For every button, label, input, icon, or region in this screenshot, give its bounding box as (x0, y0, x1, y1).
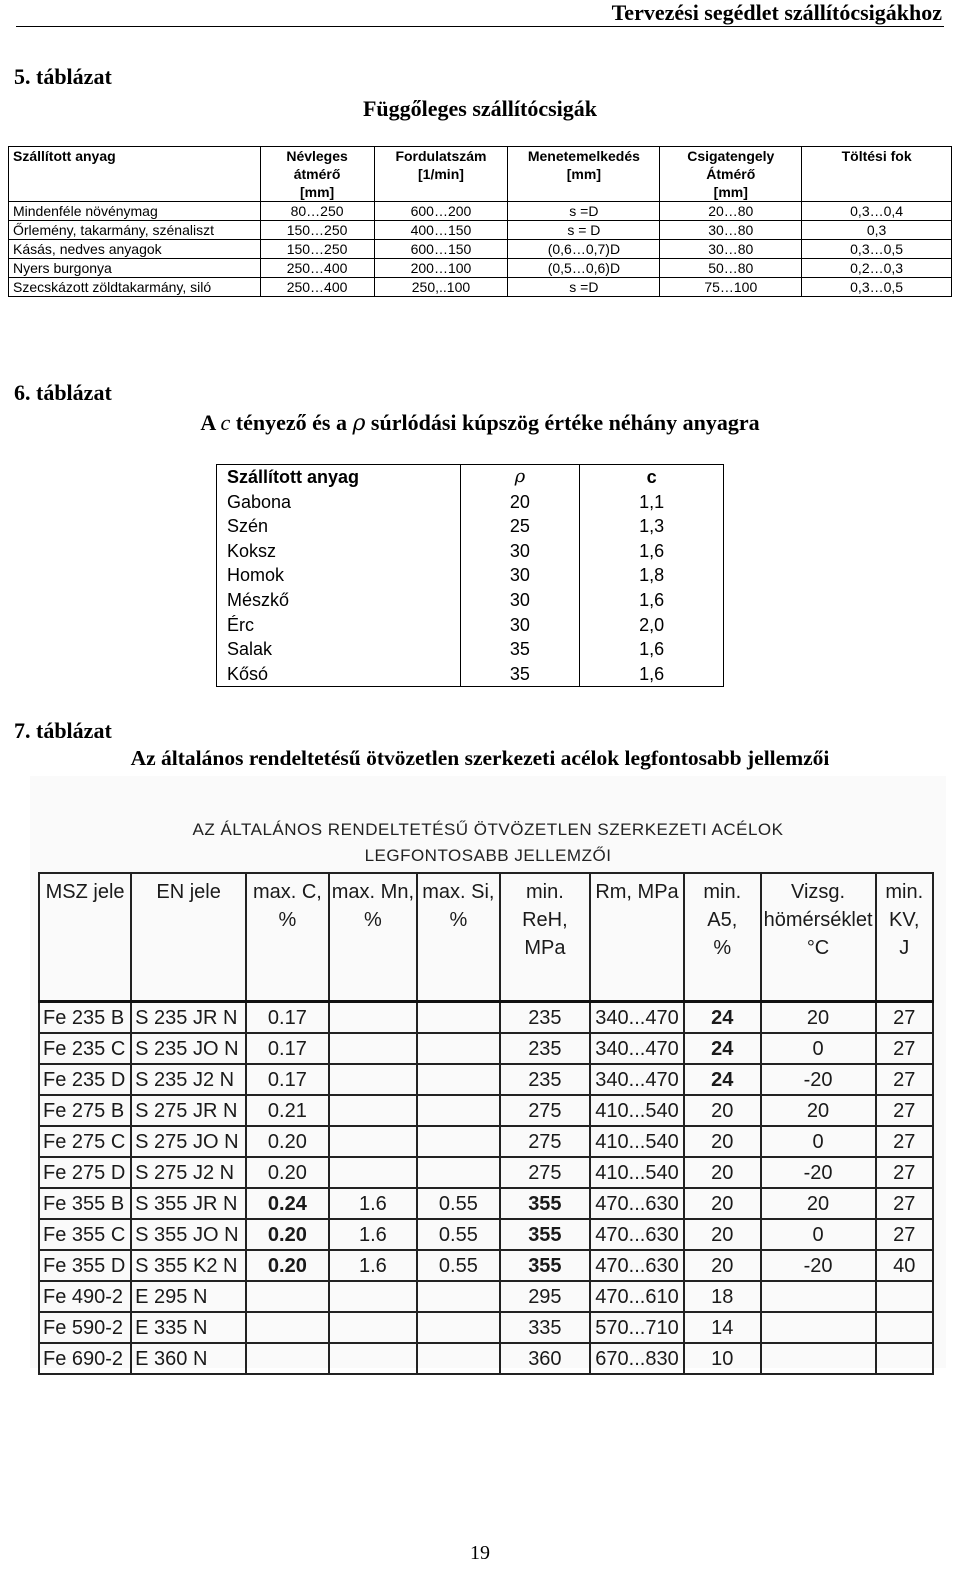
table-cell: 1,8 (580, 563, 724, 588)
table-cell: 40 (876, 1250, 933, 1281)
table-cell (246, 1281, 329, 1312)
table-cell: 250…400 (260, 278, 374, 297)
table-cell (761, 1281, 876, 1312)
table-cell: 0.20 (246, 1157, 329, 1188)
table-row (9, 278, 952, 297)
table-cell: 1,3 (580, 514, 724, 539)
table-cell: Fe 690-2 (39, 1343, 131, 1374)
table-cell: 275 (500, 1157, 590, 1188)
table-cell: 1.6 (329, 1219, 417, 1250)
table-cell: 1,1 (580, 490, 724, 515)
table-cell: Homok (217, 563, 461, 588)
table-cell: Fe 355 B (39, 1188, 131, 1219)
table-cell: 470...630 (590, 1188, 684, 1219)
table-row (217, 514, 724, 539)
table-cell: 20 (761, 1002, 876, 1034)
table-cell: 355 (500, 1188, 590, 1219)
table-cell (246, 1312, 329, 1343)
table-cell: Szecskázott zöldtakarmány, siló (9, 278, 261, 297)
table-cell: 27 (876, 1188, 933, 1219)
table-cell: 27 (876, 1033, 933, 1064)
table-cell: 250,..100 (374, 278, 508, 297)
col-header-line: °C (806, 937, 830, 959)
table-cell: 24 (684, 1064, 761, 1095)
table-cell: 235 (500, 1064, 590, 1095)
title-part: súrlódási kúpszög értéke néhány anyagra (365, 410, 760, 435)
table-cell: S 235 JO N (131, 1033, 246, 1064)
table-cell: s = D (508, 221, 660, 240)
table-row (39, 1095, 933, 1126)
table5 (8, 146, 952, 297)
col-header-line: [1/min] (418, 166, 464, 182)
table5-title: Függőleges szállítócsigák (362, 96, 598, 121)
table-cell: S 235 J2 N (131, 1064, 246, 1095)
table-cell: 1,6 (580, 539, 724, 564)
table-row (39, 1219, 933, 1250)
col-header-line: max. Mn, (331, 881, 415, 903)
table-cell: 0.17 (246, 1064, 329, 1095)
col-header-line: max. Si, (422, 881, 495, 903)
title-rho-symbol: ρ (352, 411, 366, 436)
table-cell (417, 1312, 500, 1343)
scan-title-line2: LEGFONTOSABB JELLEMZŐI (364, 846, 612, 865)
table-cell: 0.24 (246, 1188, 329, 1219)
table-cell (876, 1343, 933, 1374)
col-header (329, 873, 417, 1002)
table7 (38, 872, 934, 1375)
scan-title-line1: AZ ÁLTALÁNOS RENDELTETÉSŰ ÖTVÖZETLEN SZERKEZETI ACÉLOK (192, 820, 784, 839)
table-cell: 0.20 (246, 1219, 329, 1250)
col-header-line: min. (885, 881, 924, 903)
table-cell: Fe 275 D (39, 1157, 131, 1188)
col-header (508, 147, 660, 202)
table-cell: 355 (500, 1219, 590, 1250)
table-cell (329, 1157, 417, 1188)
table-cell (329, 1343, 417, 1374)
col-header-line: Menetemelkedés (527, 148, 640, 164)
table-cell: 10 (684, 1343, 761, 1374)
table-cell: 360 (500, 1343, 590, 1374)
col-header-line: MPa (524, 937, 566, 959)
col-header-line: [mm] (566, 166, 601, 182)
table-cell: Kősó (217, 662, 461, 687)
table-row (39, 1312, 933, 1343)
table7-title: Az általános rendeltetésű ötvözetlen szerkezeti acélok legfontosabb jellemzői (130, 746, 830, 770)
table-cell: 27 (876, 1157, 933, 1188)
table-cell (761, 1312, 876, 1343)
table-cell: 20 (684, 1219, 761, 1250)
col-header-line: KV, (889, 909, 920, 931)
table7-header-row (39, 873, 933, 1002)
table-cell (417, 1002, 500, 1034)
col-header-line: % (449, 909, 468, 931)
table6-label: 6. táblázat (14, 380, 112, 405)
table-cell: 235 (500, 1002, 590, 1034)
table-cell: S 275 JO N (131, 1126, 246, 1157)
col-header-rho: ρ (460, 465, 580, 490)
table-cell: 20 (761, 1095, 876, 1126)
table-cell: 50…80 (660, 259, 802, 278)
table-cell: 470...610 (590, 1281, 684, 1312)
col-header-line: [mm] (713, 184, 748, 200)
table-cell: 27 (876, 1219, 933, 1250)
table-cell: 0,3 (802, 221, 952, 240)
table-cell: 275 (500, 1095, 590, 1126)
table-cell (417, 1095, 500, 1126)
table-cell: 20 (684, 1157, 761, 1188)
table-cell: 27 (876, 1064, 933, 1095)
table-cell: 0.20 (246, 1250, 329, 1281)
table-cell: -20 (761, 1064, 876, 1095)
table-cell: 0,2…0,3 (802, 259, 952, 278)
table-cell: 0.55 (417, 1188, 500, 1219)
col-header-line: J (899, 937, 910, 959)
table-row (9, 259, 952, 278)
table-cell: 20 (460, 490, 580, 515)
col-header-line: Rm, MPa (595, 881, 679, 903)
table-cell: (0,5…0,6)D (508, 259, 660, 278)
table-cell: 0.17 (246, 1002, 329, 1034)
table-cell: 1.6 (329, 1250, 417, 1281)
table-cell: 20 (684, 1188, 761, 1219)
col-header (590, 873, 684, 1002)
table-cell: 670...830 (590, 1343, 684, 1374)
table-row (39, 1064, 933, 1095)
col-header-line: % (363, 909, 382, 931)
table-cell: Érc (217, 613, 461, 638)
table-cell: 25 (460, 514, 580, 539)
table-cell (329, 1002, 417, 1034)
table-cell: 0.55 (417, 1219, 500, 1250)
col-header-line: min. ReH, (522, 881, 568, 931)
table-cell: S 275 J2 N (131, 1157, 246, 1188)
table-cell: Gabona (217, 490, 461, 515)
col-header (260, 147, 374, 202)
table7-label: 7. táblázat (14, 718, 112, 743)
table-cell: 200…100 (374, 259, 508, 278)
table-cell: 600…150 (374, 240, 508, 259)
table-cell: (0,6…0,7)D (508, 240, 660, 259)
table-cell: 340...470 (590, 1064, 684, 1095)
col-header (802, 147, 952, 202)
table-row (39, 1157, 933, 1188)
col-header (684, 873, 761, 1002)
table-cell: 250…400 (260, 259, 374, 278)
table-row (9, 202, 952, 221)
table-cell: 150…250 (260, 240, 374, 259)
table-row (39, 1343, 933, 1374)
table-cell: Mészkő (217, 588, 461, 613)
table6 (216, 464, 724, 687)
col-header (9, 147, 261, 202)
col-header-material: Szállított anyag (217, 465, 461, 490)
table-cell: 27 (876, 1002, 933, 1034)
table-cell: 20 (684, 1126, 761, 1157)
table-cell: 340...470 (590, 1033, 684, 1064)
table-cell (329, 1064, 417, 1095)
col-header-line: Átmérő (706, 166, 756, 182)
title-part: A (200, 410, 221, 435)
table-cell: 24 (684, 1002, 761, 1034)
table-cell: 295 (500, 1281, 590, 1312)
table-row (217, 662, 724, 687)
table-cell: 30 (460, 539, 580, 564)
table-cell: 0,3…0,4 (802, 202, 952, 221)
table-cell: Mindenféle növénymag (9, 202, 261, 221)
table-cell: 35 (460, 662, 580, 687)
table-row (39, 1188, 933, 1219)
col-header-line: Vizsg. (790, 881, 846, 903)
col-header (876, 873, 933, 1002)
table-cell: 30 (460, 613, 580, 638)
table-cell: 20 (684, 1095, 761, 1126)
table-row (217, 563, 724, 588)
table-cell (329, 1033, 417, 1064)
table-cell: Fe 275 C (39, 1126, 131, 1157)
table-cell: 1,6 (580, 637, 724, 662)
table-cell: 410...540 (590, 1126, 684, 1157)
title-c-symbol: c (220, 410, 231, 435)
table-cell: 0.20 (246, 1126, 329, 1157)
table-cell: 35 (460, 637, 580, 662)
table-row (9, 221, 952, 240)
table-cell: 600…200 (374, 202, 508, 221)
col-header (39, 873, 131, 1002)
table-cell: S 275 JR N (131, 1095, 246, 1126)
table-cell: 410...540 (590, 1157, 684, 1188)
col-header-line: Töltési fok (841, 148, 912, 164)
table-cell: Fe 235 D (39, 1064, 131, 1095)
table-cell: E 335 N (131, 1312, 246, 1343)
table-cell: 0.17 (246, 1033, 329, 1064)
table-cell: -20 (761, 1250, 876, 1281)
table-cell: 150…250 (260, 221, 374, 240)
col-header (660, 147, 802, 202)
table-row (217, 588, 724, 613)
table-cell: 340...470 (590, 1002, 684, 1034)
table-cell: S 355 JR N (131, 1188, 246, 1219)
table5-header-row (9, 147, 952, 202)
table-cell: 14 (684, 1312, 761, 1343)
table-cell: 0 (761, 1126, 876, 1157)
table-cell (761, 1343, 876, 1374)
table-cell: Fe 355 C (39, 1219, 131, 1250)
table-cell (329, 1281, 417, 1312)
table-cell (876, 1281, 933, 1312)
table-row (217, 613, 724, 638)
table-cell: 75…100 (660, 278, 802, 297)
table-cell: 1,6 (580, 662, 724, 687)
table6-header-row (217, 465, 724, 490)
table-cell (417, 1126, 500, 1157)
table5-label: 5. táblázat (14, 64, 112, 89)
col-header-line: MSZ jele (45, 881, 125, 903)
table-cell: 235 (500, 1033, 590, 1064)
col-header (131, 873, 246, 1002)
table-cell: 355 (500, 1250, 590, 1281)
table-cell: 27 (876, 1095, 933, 1126)
table-cell: 1,6 (580, 588, 724, 613)
table-cell (417, 1343, 500, 1374)
table-cell: 470...630 (590, 1250, 684, 1281)
col-header (417, 873, 500, 1002)
table-row (39, 1126, 933, 1157)
table-cell: 2,0 (580, 613, 724, 638)
page-number: 19 (470, 1542, 490, 1564)
table-cell: 0,3…0,5 (802, 278, 952, 297)
col-header-line: Csigatengely (687, 148, 775, 164)
col-header-line: min. A5, (703, 881, 742, 931)
table-cell: Fe 355 D (39, 1250, 131, 1281)
col-header-line: max. C, (252, 881, 322, 903)
table-cell: 0.55 (417, 1250, 500, 1281)
table-row (39, 1033, 933, 1064)
table-cell (417, 1281, 500, 1312)
col-header-line: [mm] (299, 184, 335, 200)
table-cell (417, 1157, 500, 1188)
table-cell: E 295 N (131, 1281, 246, 1312)
table-cell: 570...710 (590, 1312, 684, 1343)
table-cell: Fe 490-2 (39, 1281, 131, 1312)
table-cell (417, 1064, 500, 1095)
col-header (761, 873, 876, 1002)
table-cell: 30 (460, 588, 580, 613)
table-cell: 30…80 (660, 221, 802, 240)
table-cell (246, 1343, 329, 1374)
table-cell: Fe 275 B (39, 1095, 131, 1126)
table-cell: 24 (684, 1033, 761, 1064)
table-cell: S 355 K2 N (131, 1250, 246, 1281)
table-cell: Nyers burgonya (9, 259, 261, 278)
table-cell: 275 (500, 1126, 590, 1157)
col-header-line: Szállított anyag (13, 148, 116, 164)
table-cell: s =D (508, 202, 660, 221)
table-row (217, 539, 724, 564)
col-header-line: EN jele (156, 881, 221, 903)
table-row (217, 490, 724, 515)
table-row (9, 240, 952, 259)
table-cell: 335 (500, 1312, 590, 1343)
table-cell: S 355 JO N (131, 1219, 246, 1250)
table-row (39, 1281, 933, 1312)
table-cell: 80…250 (260, 202, 374, 221)
table-cell: 470...630 (590, 1219, 684, 1250)
table-cell (329, 1126, 417, 1157)
table-cell (417, 1033, 500, 1064)
table-cell: Fe 235 B (39, 1002, 131, 1034)
table-cell: s =D (508, 278, 660, 297)
table-cell (876, 1312, 933, 1343)
col-header (500, 873, 590, 1002)
table-cell: 20 (761, 1188, 876, 1219)
col-header (246, 873, 329, 1002)
table6-title (0, 410, 960, 436)
scanned-table-image (30, 776, 946, 1368)
col-header-line: Fordulatszám (395, 148, 487, 164)
table-row (39, 1002, 933, 1034)
table-cell: 30 (460, 563, 580, 588)
running-header: Tervezési segédlet szállítócsigákhoz (611, 0, 942, 25)
table-cell: Őrlemény, takarmány, szénaliszt (9, 221, 261, 240)
table-row (217, 637, 724, 662)
table-cell: 1.6 (329, 1188, 417, 1219)
col-header-c: c (580, 465, 724, 490)
col-header-line: % (713, 937, 732, 959)
table-cell: E 360 N (131, 1343, 246, 1374)
title-part: tényező és a (230, 410, 353, 435)
table-cell: 20…80 (660, 202, 802, 221)
table-cell: 0 (761, 1033, 876, 1064)
col-header (374, 147, 508, 202)
table-cell: 18 (684, 1281, 761, 1312)
col-header-line: hömérséklet (763, 909, 873, 931)
table-cell: -20 (761, 1157, 876, 1188)
table-cell (329, 1095, 417, 1126)
header-rule (16, 26, 944, 27)
table-cell: Kásás, nedves anyagok (9, 240, 261, 259)
table-cell: 0 (761, 1219, 876, 1250)
table-cell: Fe 590-2 (39, 1312, 131, 1343)
table-cell: S 235 JR N (131, 1002, 246, 1034)
table-row (39, 1250, 933, 1281)
table-cell: 20 (684, 1250, 761, 1281)
table-cell: Fe 235 C (39, 1033, 131, 1064)
table-cell: Koksz (217, 539, 461, 564)
table-cell: 0,3…0,5 (802, 240, 952, 259)
table-cell: 0.21 (246, 1095, 329, 1126)
table-cell: 27 (876, 1126, 933, 1157)
table-cell (329, 1312, 417, 1343)
col-header-line: átmérő (293, 166, 341, 182)
table-cell: Salak (217, 637, 461, 662)
table-cell: 400…150 (374, 221, 508, 240)
col-header-line: % (278, 909, 297, 931)
col-header-line: Névleges (286, 148, 348, 164)
table-cell: Szén (217, 514, 461, 539)
table-cell: 30…80 (660, 240, 802, 259)
table-cell: 410...540 (590, 1095, 684, 1126)
